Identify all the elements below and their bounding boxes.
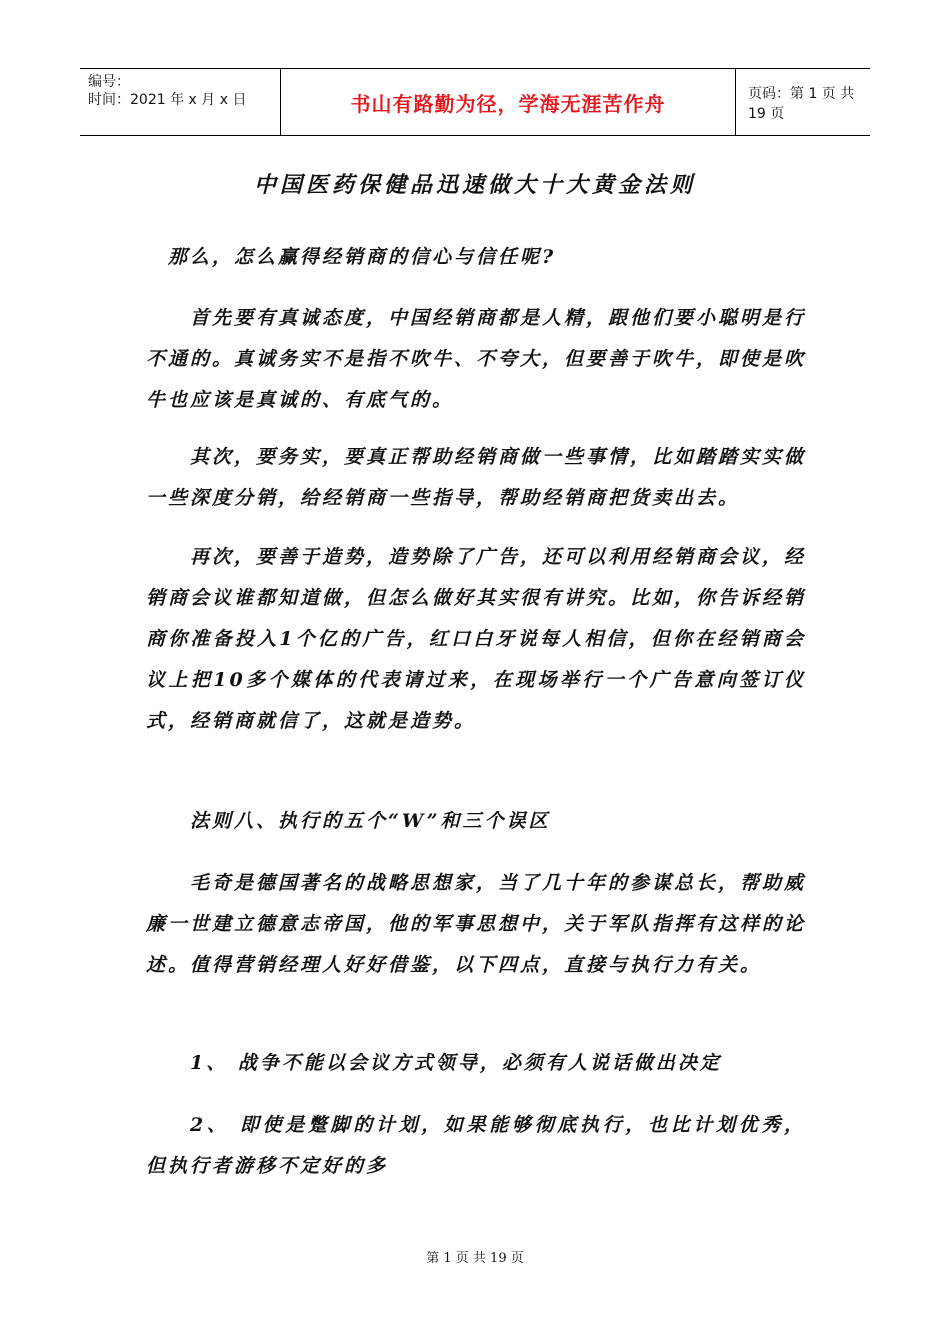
paragraph-second: 其次，要务实，要真正帮助经销商做一些事情，比如踏踏实实做一些深度分销，给经销商一些指导，帮助经销商把货卖出去。 [146, 446, 807, 509]
rule-eight-heading: 法则八、执行的五个“W”和三个误区 [190, 810, 551, 832]
paragraph-moltke: 毛奇是德国著名的战略思想家，当了几十年的参谋总长，帮助威廉一世建立德意志帝国，他的军事思想中，关于军队指挥有这样的论述。值得营销经理人好好借鉴，以下四点，直接与执行力有关。 [146, 872, 807, 976]
header-meta [88, 73, 246, 109]
serial-label: 编号： [88, 74, 130, 90]
list-item-2: 2、 即使是蹩脚的计划，如果能够彻底执行，也比计划优秀，但执行者游移不定好的多 [146, 1114, 806, 1177]
header-page-info: 页码：第 1 页 共 19 页 [748, 86, 855, 122]
time-label: 时间：2021 年 x 月 x 日 [88, 92, 247, 108]
paragraph-third: 再次，要善于造势，造势除了广告，还可以利用经销商会议，经销商会议谁都知道做，但怎么做好其实很有讲究。比如，你告诉经销商你准备投入1个亿的广告，红口白牙说每人相信，但你在经销商会议上把10多个媒体的代表请过来，在现场举行一个广告意向签订仪式，经销商就信了，这就是造势。 [146, 546, 807, 732]
header-motto: 书山有路勤为径，学海无涯苦作舟 [280, 68, 736, 136]
paragraph-first: 首先要有真诚态度，中国经销商都是人精，跟他们要小聪明是行不通的。真诚务实不是指不吹牛、不夸大，但要善于吹牛，即使是吹牛也应该是真诚的、有底气的。 [146, 307, 807, 411]
list-item-1: 1、 战争不能以会议方式领导，必须有人说话做出决定 [190, 1052, 722, 1074]
document-title: 中国医药保健品迅速做大十大黄金法则 [253, 172, 696, 198]
page-header [80, 68, 870, 136]
paragraph-question: 那么，怎么赢得经销商的信心与信任呢? [168, 246, 557, 268]
page-footer: 第 1 页 共 19 页 [426, 1251, 524, 1266]
